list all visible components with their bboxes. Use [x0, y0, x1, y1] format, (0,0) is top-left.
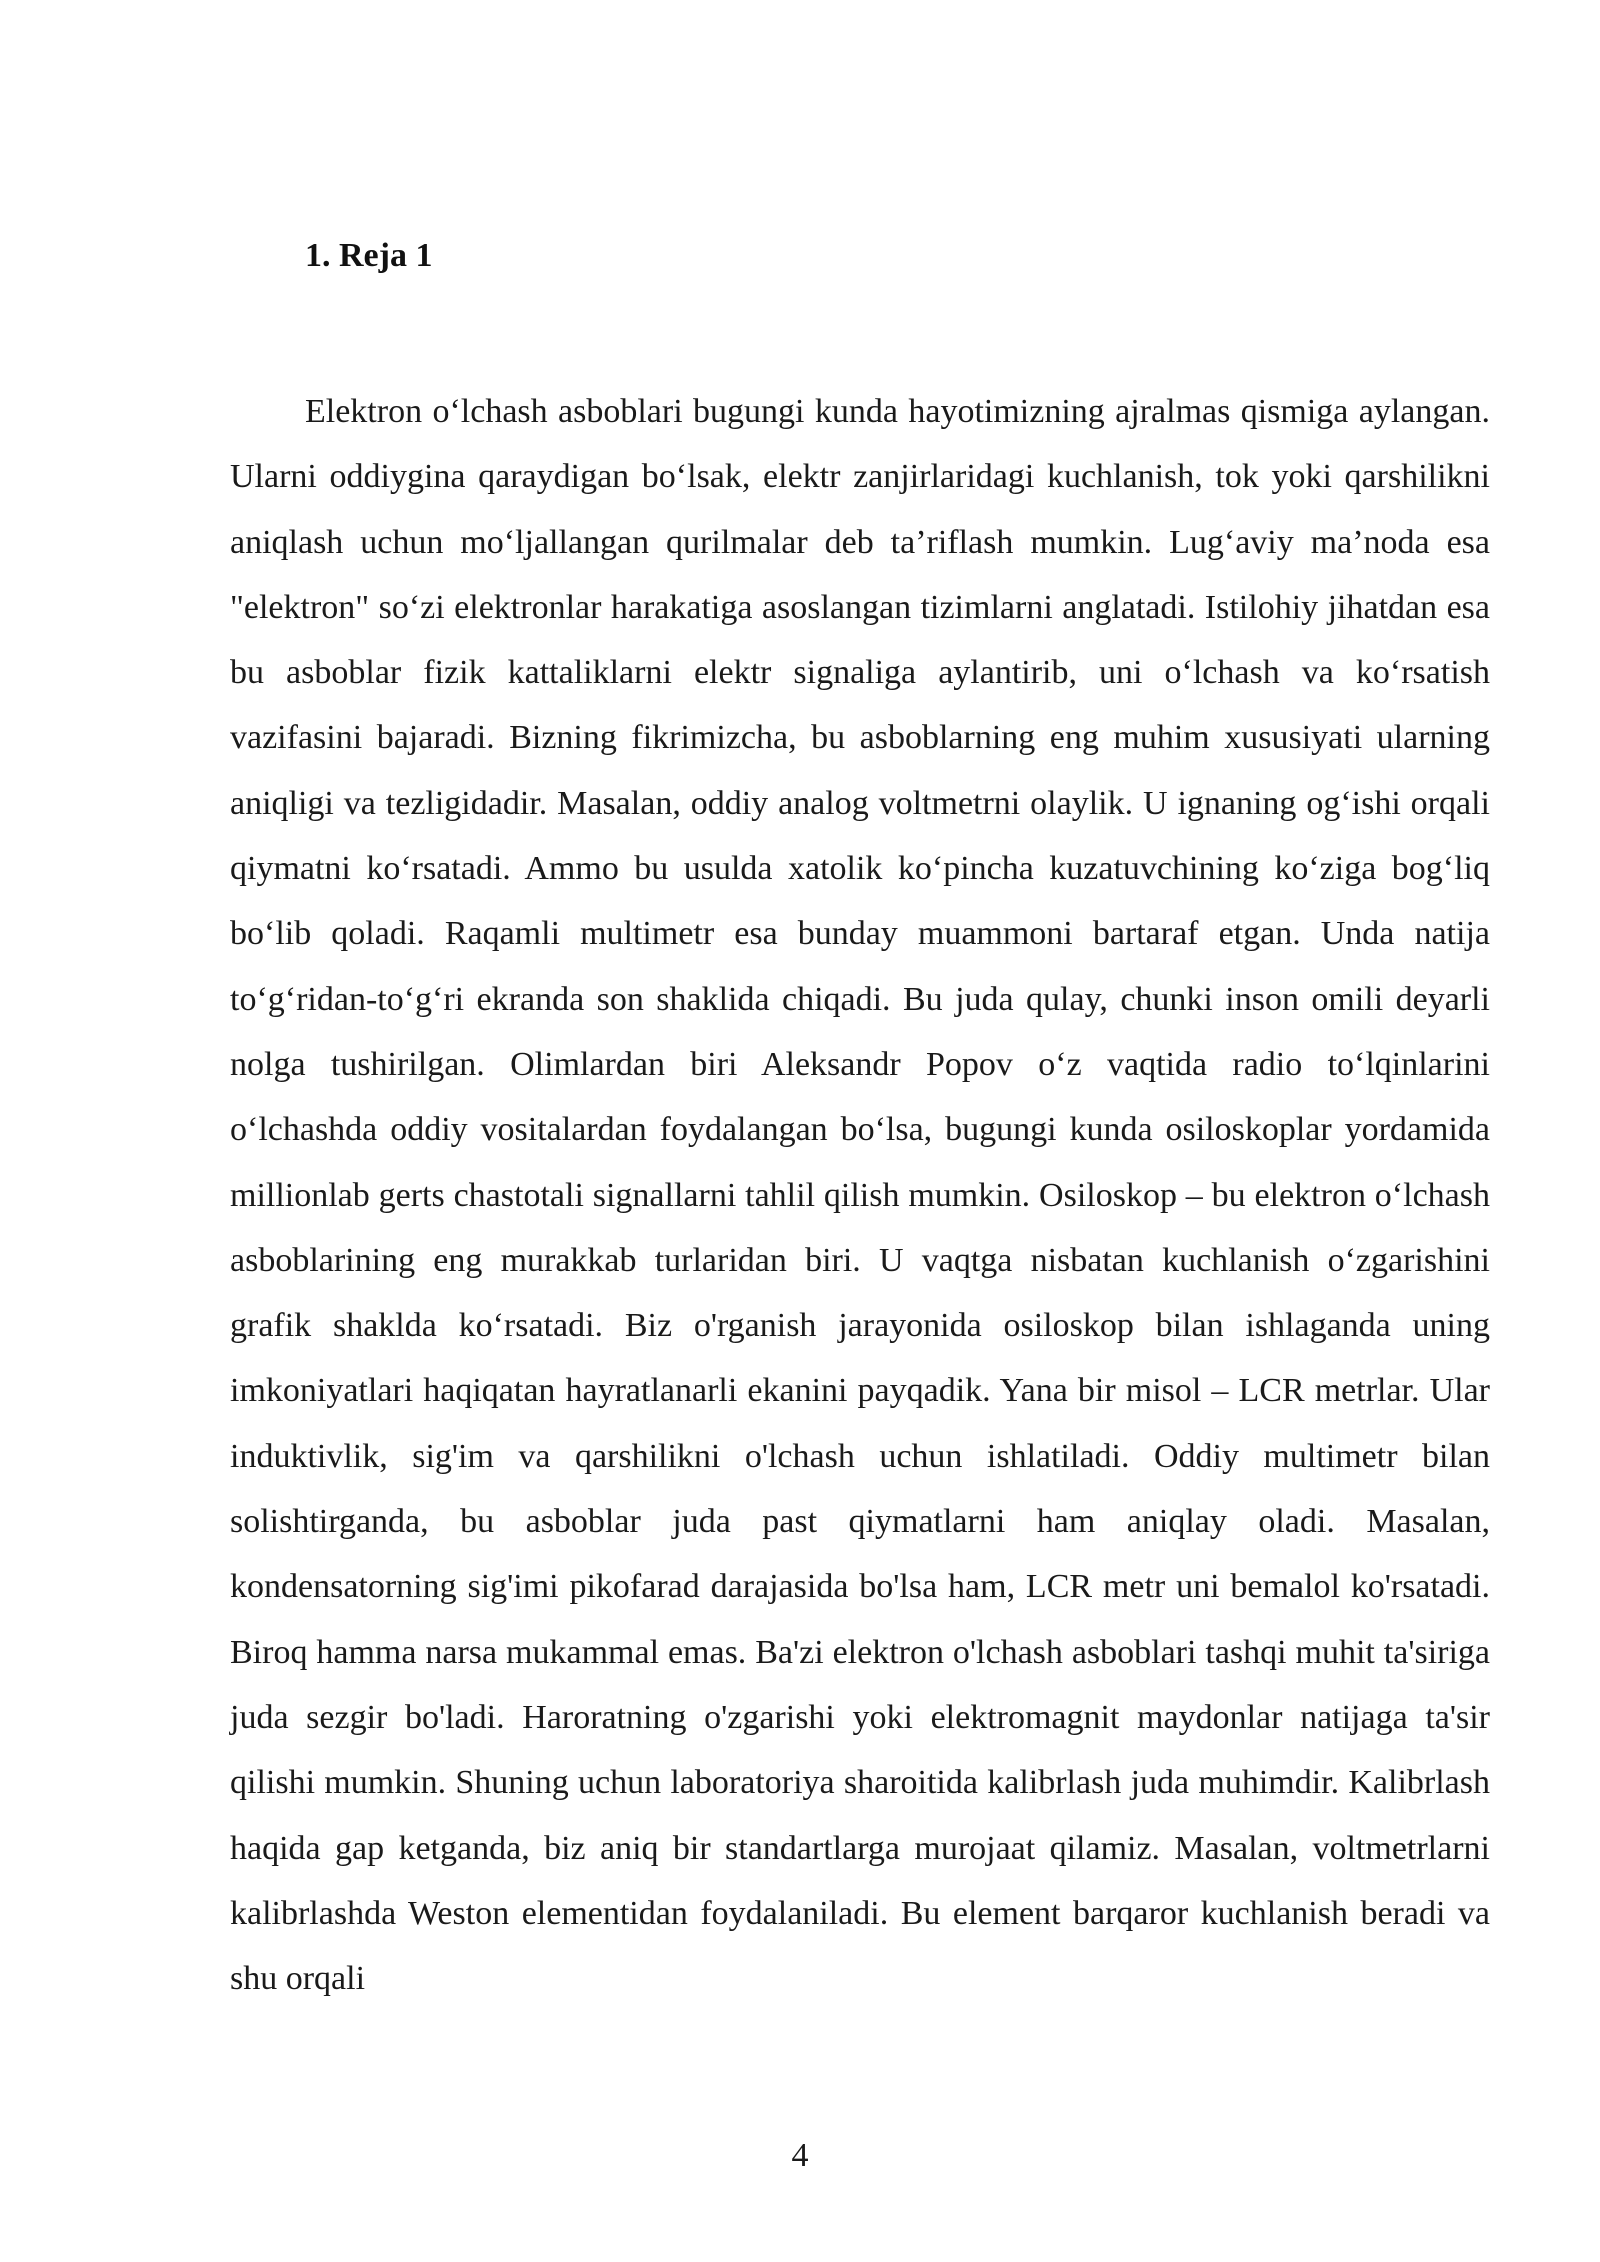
- section-heading: 1. Reja 1: [305, 237, 433, 274]
- body-paragraph: Elektron o‘lchash asboblari bugungi kunda hayotimizning ajralmas qismiga aylangan. Ularni oddiygina qaraydigan bo‘lsak, elektr zanjirlaridagi kuchlanish, tok yoki qarshilikni aniqlash uchun mo‘ljallangan qurilmalar deb ta’riflash mumkin. Lug‘aviy ma’noda esa "elektron" so‘zi elektronlar harakatiga asoslangan tizimlarni anglatadi. Istilohiy jihatdan esa bu asboblar fizik kattaliklarni elektr signaliga aylantirib, uni o‘lchash va ko‘rsatish vazifasini bajaradi. Bizning fikrimizcha, bu asboblarning eng muhim xususiyati ularning aniqligi va tezligidadir. Masalan, oddiy analog voltmetrni olaylik. U ignaning og‘ishi orqali qiymatni ko‘rsatadi. Ammo bu usulda xatolik ko‘pincha kuzatuvchining ko‘ziga bog‘liq bo‘lib qoladi. Raqamli multimetr esa bunday muammoni bartaraf etgan. Unda natija to‘g‘ridan-to‘g‘ri ekranda son shaklida chiqadi. Bu juda qulay, chunki inson omili deyarli nolga tushirilgan. Olimlardan biri Aleksandr Popov o‘z vaqtida radio to‘lqinlarini o‘lchashda oddiy vositalardan foydalangan bo‘lsa, bugungi kunda osiloskoplar yordamida millionlab gerts chastotali signallarni tahlil qilish mumkin. Osiloskop – bu elektron o‘lchash asboblarining eng murakkab turlaridan biri. U vaqtga nisbatan kuchlanish o‘zgarishini grafik shaklda ko‘rsatadi. Biz o'rganish jarayonida osiloskop bilan ishlaganda uning imkoniyatlari haqiqatan hayratlanarli ekanini payqadik. Yana bir misol – LCR metrlar. Ular induktivlik, sig'im va qarshilikni o'lchash uchun ishlatiladi. Oddiy multimetr bilan solishtirganda, bu asboblar juda past qiymatlarni ham aniqlay oladi. Masalan, kondensatorning sig'imi pikofarad darajasida bo'lsa ham, LCR metr uni bemalol ko'rsatadi. Biroq hamma narsa mukammal emas. Ba'zi elektron o'lchash asboblari tashqi muhit ta'siriga juda sezgir bo'ladi. Haroratning o'zgarishi yoki elektromagnit maydonlar natijaga ta'sir qilishi mumkin. Shuning uchun laboratoriya sharoitida kalibrlash juda muhimdir. Kalibrlash haqida gap ketganda, biz aniq bir standartlarga murojaat qilamiz. Masalan, voltmetrlarni kalibrlashda Weston elementidan foydalaniladi. Bu element barqaror kuchlanish beradi va shu orqali: [230, 393, 1490, 1998]
- page-number: 4: [791, 2137, 809, 2174]
